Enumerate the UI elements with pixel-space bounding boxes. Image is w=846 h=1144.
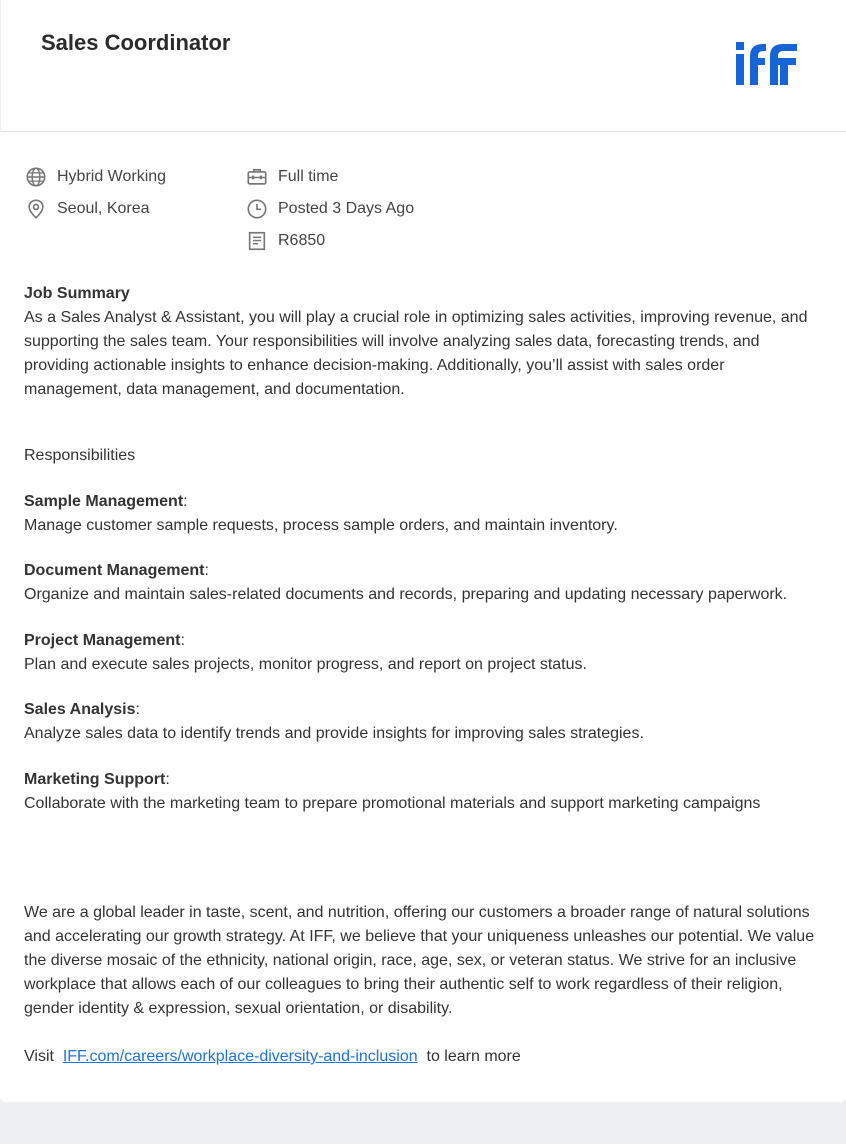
requisition-label: R6850 <box>278 232 326 249</box>
workplace-type <box>25 165 166 189</box>
clock-icon <box>246 198 268 220</box>
workplace-label: Hybrid Working <box>57 168 167 185</box>
requisition-id <box>246 229 325 253</box>
responsibility-title: Marketing Support <box>24 771 166 788</box>
responsibility-desc: Collaborate with the marketing team to prepare promotional materials and support marketing campaigns <box>24 795 761 812</box>
responsibility-title: Document Management <box>24 562 205 579</box>
responsibility-title: Sales Analysis <box>24 701 136 718</box>
document-icon <box>246 230 268 252</box>
responsibility-item: Sample Management: Manage customer sample requests, process sample orders, and maintain inventory. <box>24 490 816 538</box>
employment-type <box>246 165 338 189</box>
job-summary-text: As a Sales Analyst & Assistant, you will play a crucial role in optimizing sales activities, improving revenue, and supporting the sales team. Your responsibilities will involve analyzing sales data, forecasting trends, and providing actionable insights to enhance decision-making. Additionally, you’ll assist with sales order management, data management, and documentation. <box>24 309 808 398</box>
responsibilities-heading: Responsibilities <box>24 447 136 464</box>
posted-date <box>246 197 414 221</box>
employment-type-label: Full time <box>278 168 339 185</box>
globe-icon <box>25 166 47 188</box>
company-logo <box>733 42 799 93</box>
job-location <box>25 197 150 221</box>
job-title: Sales Coordinator <box>41 30 231 55</box>
responsibility-item: Document Management: Organize and maintain sales-related documents and records, preparing and updating necessary paperwork. <box>24 559 816 607</box>
location-label: Seoul, Korea <box>57 200 150 217</box>
job-summary <box>24 282 816 402</box>
responsibility-desc: Plan and execute sales projects, monitor progress, and report on project status. <box>24 656 587 673</box>
location-pin-icon <box>25 198 47 220</box>
responsibility-desc: Organize and maintain sales-related documents and records, preparing and updating necessary paperwork. <box>24 586 788 603</box>
visit-prefix: Visit <box>24 1048 54 1065</box>
posted-label: Posted 3 Days Ago <box>278 200 415 217</box>
learn-more-line <box>24 1045 816 1069</box>
responsibility-desc: Analyze sales data to identify trends and provide insights for improving sales strategies. <box>24 725 644 742</box>
briefcase-icon <box>246 166 268 188</box>
diversity-link[interactable]: IFF.com/careers/workplace-diversity-and-inclusion <box>62 1048 418 1065</box>
responsibility-desc: Manage customer sample requests, process sample orders, and maintain inventory. <box>24 517 618 534</box>
job-header <box>0 0 846 132</box>
responsibility-item: Project Management: Plan and execute sales projects, monitor progress, and report on project status. <box>24 629 816 677</box>
responsibility-title: Sample Management <box>24 493 184 510</box>
visit-suffix: to learn more <box>426 1048 521 1065</box>
responsibility-item: Sales Analysis: Analyze sales data to identify trends and provide insights for improving sales strategies. <box>24 698 816 746</box>
responsibility-title: Project Management <box>24 632 181 649</box>
job-summary-heading: Job Summary <box>24 285 130 302</box>
responsibility-item: Marketing Support: Collaborate with the marketing team to prepare promotional materials and support marketing campaigns <box>24 768 816 816</box>
diversity-statement: We are a global leader in taste, scent, and nutrition, offering our customers a broader range of natural solutions and accelerating our growth strategy. At IFF, we believe that your uniqueness unleashes our potential. We value the diverse mosaic of the ethnicity, national origin, race, age, sex, or veteran status. We strive for an inclusive workplace that allows each of our colleagues to bring their authentic self to work regardless of their religion, gender identity & expression, sexual orientation, or disability. <box>24 904 815 1017</box>
